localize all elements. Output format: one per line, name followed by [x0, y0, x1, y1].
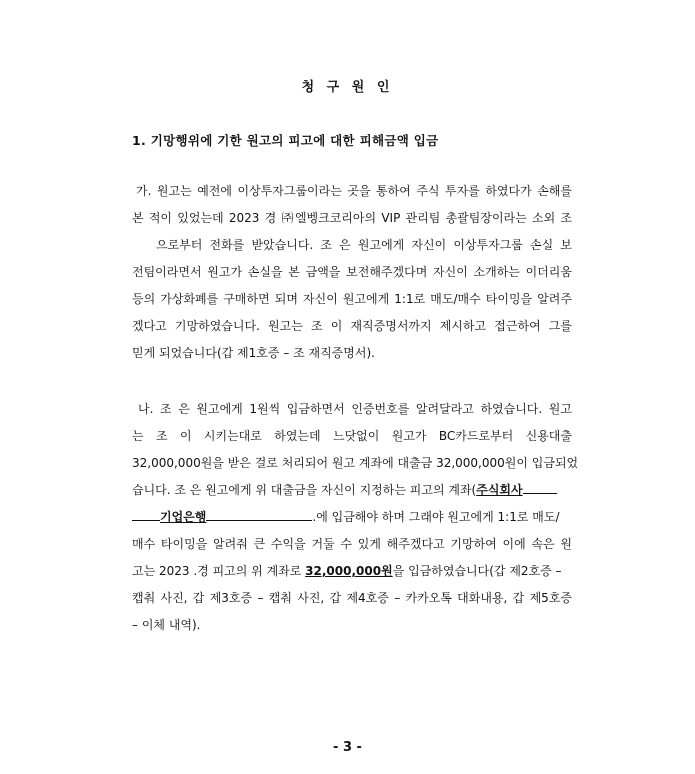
paragraph-line: 본 적이 있었는데 2023 경 ㈜엘벵크코리아의 VIP 관리팀 총괄팀장이라는 소외 조 [132, 211, 572, 225]
page-number: - 3 - [333, 740, 362, 755]
paragraph-line: 겠다고 기망하였습니다. 원고는 조 이 재직증명서까지 제시하고 접근하여 그를 [132, 319, 572, 333]
paragraph-line [132, 477, 572, 504]
paragraph-line: 등의 가상화폐를 구매하면 되며 자신이 원고에게 1:1로 매도/매수 타이밍을 알려주 [132, 292, 572, 306]
section-heading: 1. 기망행위에 기한 원고의 피고에 대한 피해금액 입금 [132, 133, 439, 148]
paragraph-line: 으로부터 전화를 받았습니다. 조 은 원고에게 자신이 이상투자그룹 손실 보 [156, 238, 572, 252]
paragraph-line: 나. 조 은 원고에게 1원씩 입금하면서 인증번호를 알려달라고 하였습니다. 원고 [138, 402, 572, 416]
paragraph-line: 는 조 이 시키는대로 하였는데 느닷없이 원고가 BC카드로부터 신용대출 [132, 429, 572, 443]
underline-blank [206, 508, 312, 521]
paragraph-line [132, 558, 572, 585]
line-text: 습니다. 조 은 원고에게 위 대출금을 자신이 지정하는 피고의 계좌( [132, 483, 477, 497]
underline-blank [523, 481, 557, 494]
line-text: .에 입금해야 하며 그래야 원고에게 1:1로 매도/ [312, 510, 560, 524]
paragraph-line: 가. 원고는 예전에 이상투자그룹이라는 곳을 통하여 주식 투자를 하였다가 손해를 [136, 184, 572, 198]
bank-account-name: 주식회사 [476, 483, 523, 497]
paragraph-line: 캡춰 사진, 갑 제3호증 – 캡춰 사진, 갑 제4호증 – 카카오톡 대화내용, 갑 제5호증 [132, 591, 572, 605]
page-title: 청 구 원 인 [301, 80, 394, 95]
paragraph-line: 32,000,000원을 받은 걸로 처리되어 원고 계좌에 대출금 32,000,000원이 입금되었 [132, 456, 579, 470]
paragraph-line: 매수 타이밍을 알려줘 큰 수익을 거둘 수 있게 해주겠다고 기망하여 이에 속은 원 [132, 537, 572, 551]
paragraph-line: – 이체 내역). [132, 618, 201, 632]
paragraph-line: 믿게 되었습니다(갑 제1호증 – 조 재직증명서). [132, 346, 375, 360]
paragraph-ga [132, 178, 572, 367]
line-text: 을 입금하였습니다(갑 제2호증 – [392, 564, 562, 578]
paragraph-na [132, 396, 579, 639]
bank-name: 기업은행 [160, 510, 207, 524]
paragraph-line [132, 504, 572, 531]
transfer-amount: 32,000,000원 [305, 564, 393, 578]
line-text: 고는 2023 .경 피고의 위 계좌로 [132, 564, 306, 578]
underline-blank [132, 508, 160, 521]
paragraph-line: 전팀이라면서 원고가 손실을 본 금액을 보전해주겠다며 자신이 소개하는 이더리움 [132, 265, 572, 279]
